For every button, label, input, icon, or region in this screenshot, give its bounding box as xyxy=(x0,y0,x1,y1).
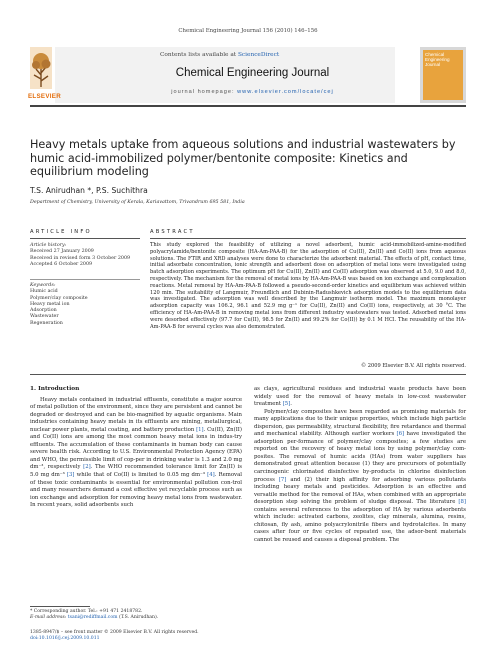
issn-line: 1385-8947/$ – see front matter © 2009 Elsevier B.V. All rights reserved. xyxy=(30,630,199,635)
citation-link[interactable]: [1] xyxy=(196,426,204,433)
citation-link[interactable]: [4] xyxy=(207,472,215,479)
section-title: 1. Introduction xyxy=(30,386,80,392)
citation-link[interactable]: [6] xyxy=(396,431,405,438)
abstract-text: This study explored the feasibility of utilizing a novel adsorbent, humic acid-immobilized-amine-modified polyacrylamide/bentonite composite (HA-Am-PAA-B) for the adsorption of Cu(II), Zn(II) and Co(II) ions from aqueous solutions. The FTIR and XRD analyses were done to characterize the adsorbent material. The effects of pH, contact time, initial adsorbate concentration, ionic strength and adsorbent dose on adsorption of metal ions were investigated using batch adsorption experiments. The optimum pH for Cu(II), Zn(II) and Co(II) adsorption was observed at 5.0, 9.0 and 8.0, respectively. The mechanism for the removal of metal ions by HA-Am-PAA-B was based on ion exchange and complexation reactions. Metal removal by HA-Am-PAA-B followed a pseudo-second-order kinetics and equilibrium was achieved within 120 min. The suitability of Langmuir, Freundlich and Dubinin-Radushkevich adsorption models to the equilibrium data was investigated. The adsorption was well described by the Langmuir isotherm model. The maximum monolayer adsorption capacity was 106.2, 96.1 and 52.9 mg g⁻¹ for Cu(II), Zn(II) and Co(II) ions, respectively, at 30 °C. The efficiency of HA-Am-PAA-B in removing metal ions from different industry wastewaters was tested. Adsorbed metal ions were desorbed effectively (97.7 for Cu(II), 98.5 for Zn(II) and 99.2% for Co(II)) by 0.1 M HCl. The reusability of the HA-Am-PAA-B for several cycles was also demonstrated. xyxy=(150,242,466,330)
cover-title: Chemical Engineering Journal xyxy=(423,50,463,100)
keyword: Heavy metal ion xyxy=(30,301,70,307)
accepted-date: Accepted 6 October 2009 xyxy=(30,261,93,267)
left-column xyxy=(30,386,242,510)
article-info-rule xyxy=(30,238,140,239)
copyright: © 2009 Elsevier B.V. All rights reserved. xyxy=(361,363,466,369)
homepage-prefix: journal homepage: xyxy=(171,89,238,95)
text: Heavy metals contained in industrial effluents, constitute a major source of metal pollution of the environment, since they are persistent and cannot be degraded or destroyed and can be bio-magnified by aquatic organisms. Main industries containing heavy metals in its effluents are mining, metallurgical, nuclear power plants, metal coating, and battery production xyxy=(30,396,242,433)
keyword: Polymer/clay composite xyxy=(30,295,88,301)
sciencedirect-link[interactable]: ScienceDirect xyxy=(237,52,280,58)
journal-cover xyxy=(420,47,466,103)
elsevier-tree-logo-icon xyxy=(30,47,52,89)
doi-link[interactable]: doi:10.1016/j.cej.2009.10.011 xyxy=(30,636,100,641)
right-column xyxy=(254,386,466,544)
text: contains several references to the adsorption of HA by various adsorbents which include: activated carbons, zeolites, clay minerals, alumina, resins, chitosan, fly ash, amino polyacrylonitrile fibers and hydrotalcites. In many cases after four or five cycles of repeated use, the adsor-bent materials cannot be reused and causes a disposal problem. The xyxy=(254,506,466,543)
text: . Removal of these toxic contaminants is essential for environmental pollution con-trol and many researchers demand a cost effective yet recyclable process such as ion exchange and adsorption for removing heavy metal ions from wastewater. In recent years, solid adsorbents such xyxy=(30,472,242,509)
text: Polymer/clay composites have been regarded as promising materials for many applications due to their unique properties, which include high particle dispersion, gas permeability, structural flexibility, fire retardance and thermal and mechanical stability. Although earlier workers xyxy=(254,408,466,438)
footnote xyxy=(30,609,242,621)
text: as clays, agricultural residues and industrial waste products have been widely used for the removal of heavy metals in low-cost wastewater treatment xyxy=(254,386,466,408)
email-line xyxy=(30,615,242,621)
keyword: Regeneration xyxy=(30,320,63,326)
publisher-logo: ELSEVIER xyxy=(28,93,62,100)
revised-date: Received in revised form 3 October 2009 xyxy=(30,255,131,261)
contents-available xyxy=(160,52,350,58)
keyword: Wastewater xyxy=(30,314,59,320)
paragraph xyxy=(254,409,466,545)
email-suffix: (T.S. Anirudhan). xyxy=(117,615,159,620)
body-rule xyxy=(30,374,466,375)
citation-link[interactable]: [3] xyxy=(66,472,75,479)
affiliation: Department of Chemistry, University of Kerala, Kariavattom, Trivandrum 695 581, India xyxy=(30,200,245,205)
citation-link[interactable]: [8] xyxy=(458,499,466,506)
citation-link[interactable]: [7] xyxy=(278,476,287,483)
text: . xyxy=(290,401,292,408)
keywords xyxy=(30,283,140,327)
bottom-matter xyxy=(30,630,242,642)
article-history xyxy=(30,243,140,268)
paragraph xyxy=(30,397,242,510)
keyword: Humic acid xyxy=(30,289,58,295)
citation-link[interactable]: [5] xyxy=(282,401,291,408)
homepage-link[interactable]: www.elsevier.com/locate/cej xyxy=(237,89,334,95)
text: . The WHO recommended tolerance limit for Zn(II) is 5.0 mg dm⁻³ xyxy=(30,464,242,479)
text: . Cu(II), Zn(II) and Co(II) ions are among the most common heavy metal ions in indus-try effluents. The accumulation of these contaminants in human body can cause severe health risk. According to U.S. Environmental Protection Agency (EPA) and WHO, the permissible limit of cop-per in drinking water is 1.3 and 2.0 mg dm⁻³, respectively xyxy=(30,426,242,471)
text: have investigated the adsorption per-formance of polymer/clay composites; a few studies are reported on the recovery of heavy metal ions by using polymer/clay com-posites. The removal of humic acids (HAs) from water suppliers has demonstrated great attention because (1) they are precursors of potentially carcinogenic chlorinated disinfective by-products in chlorine disinfection process xyxy=(254,431,466,483)
masthead-rule xyxy=(30,105,466,107)
keywords-label: Keywords: xyxy=(30,283,56,288)
contents-prefix: Contents lists available at xyxy=(160,52,238,58)
text: and (2) their high affinity for adsorbing various pollutants including heavy metals and pesticides. Adsorption is an effective and versatile method for the removal of HAs, when combined with an appropriate desorption step solving the problem of sludge disposal. The literature xyxy=(254,476,466,506)
keyword: Adsorption xyxy=(30,308,57,314)
abstract-heading: ABSTRACT xyxy=(150,229,195,235)
article-title: Heavy metals uptake from aqueous solutions and industrial wastewaters by humic acid-immobilized polymer/bentonite composite: Kinetics and equilibrium modeling xyxy=(30,138,456,179)
email-label: E-mail address: xyxy=(30,615,68,620)
journal-name: Chemical Engineering Journal xyxy=(175,67,330,79)
email-link[interactable]: tsani@rediffmail.com xyxy=(67,615,118,620)
abstract-rule xyxy=(150,238,466,239)
running-header: Chemical Engineering Journal 156 (2010) 146–156 xyxy=(178,28,318,34)
history-label: Article history: xyxy=(30,243,67,248)
text: while that of Co(II) is limited to 0.05 mg dm⁻³ xyxy=(74,472,208,479)
citation-link[interactable]: [2] xyxy=(83,464,91,471)
article-info-heading: ARTICLE INFO xyxy=(30,229,92,235)
authors: T.S. Anirudhan *, P.S. Suchithra xyxy=(30,186,148,195)
journal-homepage xyxy=(110,89,395,95)
received-date: Received 27 January 2009 xyxy=(30,249,94,255)
paragraph xyxy=(254,386,466,409)
corresponding-author: * Corresponding author. Tel.: +91 471 2418782. xyxy=(30,609,143,614)
